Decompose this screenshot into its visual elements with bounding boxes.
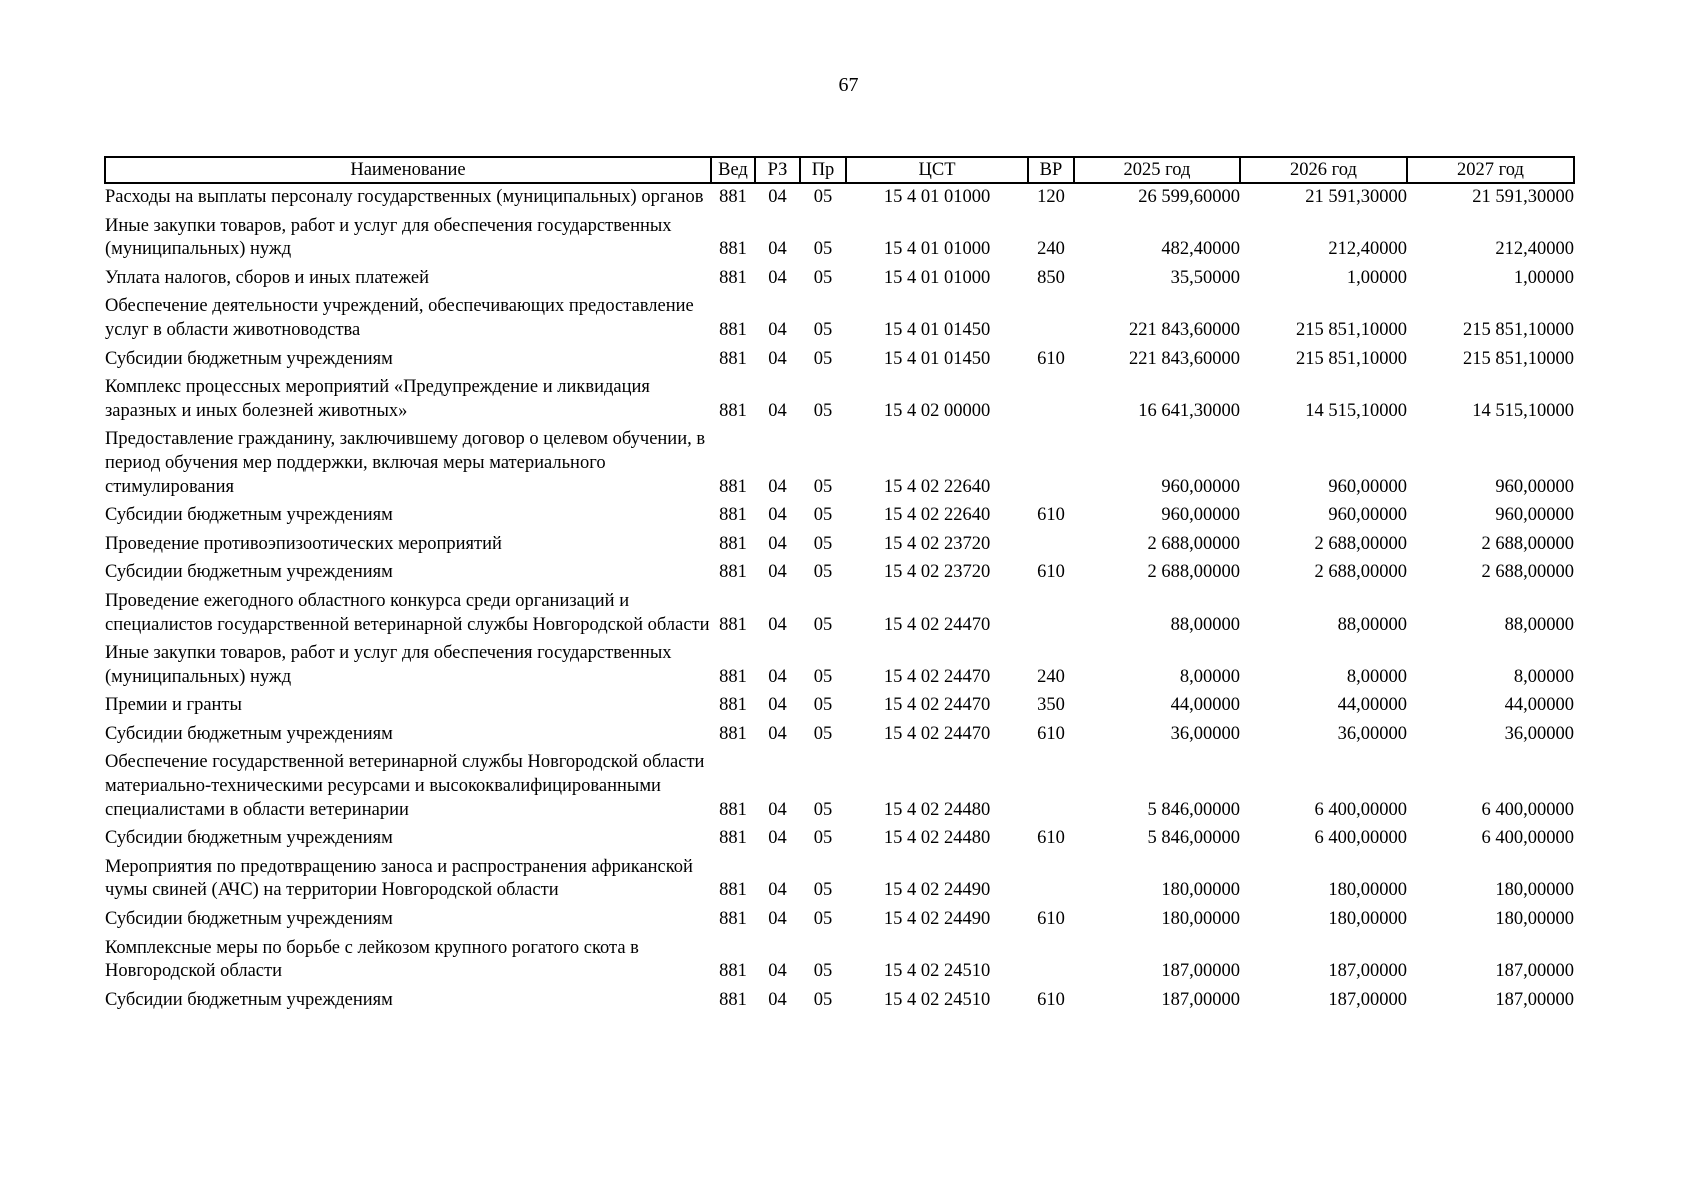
cell-ved: 881 — [719, 505, 747, 526]
cell-cst: 15 4 02 22640 — [883, 505, 991, 526]
table-row — [105, 906, 1574, 935]
cell-pr: 05 — [813, 562, 833, 583]
cell-2025: 960,00000 — [1161, 476, 1240, 497]
cell-2026: 187,00000 — [1328, 989, 1407, 1010]
cell-name: Предоставление гражданину, заключившему договор о целевом обучении, в период обучения мер поддержки, включая меры материального стимулирования — [105, 429, 706, 497]
cell-2027: 6 400,00000 — [1481, 828, 1574, 849]
table-row — [105, 825, 1574, 854]
cell-name: Иные закупки товаров, работ и услуг для обеспечения государственных (муниципальных) нужд — [105, 643, 672, 687]
table-row — [105, 588, 1574, 640]
cell-2025: 180,00000 — [1161, 880, 1240, 901]
table-row — [105, 692, 1574, 721]
cell-cst: 15 4 02 24510 — [883, 989, 991, 1010]
table-row — [105, 502, 1574, 531]
cell-name: Расходы на выплаты персоналу государственных (муниципальных) органов — [105, 187, 704, 207]
header-cst: ЦСТ — [846, 157, 1028, 183]
cell-cst: 15 4 02 24480 — [883, 799, 991, 820]
cell-pr: 05 — [813, 828, 833, 849]
cell-vr — [1028, 531, 1074, 560]
cell-2025: 88,00000 — [1170, 614, 1240, 635]
cell-cst: 15 4 02 24490 — [883, 880, 991, 901]
cell-vr: 610 — [1037, 348, 1065, 369]
table-row — [105, 374, 1574, 426]
cell-cst: 15 4 02 23720 — [883, 562, 991, 583]
header-vr: ВР — [1028, 157, 1074, 183]
cell-2025: 187,00000 — [1161, 989, 1240, 1010]
cell-ved: 881 — [719, 533, 747, 554]
header-name: Наименование — [105, 157, 711, 183]
cell-name: Обеспечение деятельности учреждений, обеспечивающих предоставление услуг в области животноводства — [105, 296, 694, 340]
cell-vr — [1028, 293, 1074, 345]
cell-ved: 881 — [719, 400, 747, 421]
cell-name: Субсидии бюджетным учреждениям — [105, 989, 393, 1010]
cell-2026: 21 591,30000 — [1305, 187, 1407, 207]
cell-pr: 05 — [813, 267, 833, 288]
table-row — [105, 749, 1574, 825]
cell-rz: 04 — [768, 319, 787, 340]
cell-2026: 88,00000 — [1337, 614, 1407, 635]
cell-2026: 960,00000 — [1328, 476, 1407, 497]
cell-pr: 05 — [813, 533, 833, 554]
cell-cst: 15 4 02 24470 — [883, 614, 991, 635]
cell-vr — [1028, 749, 1074, 825]
table-row — [105, 293, 1574, 345]
cell-2025: 960,00000 — [1161, 505, 1240, 526]
cell-2027: 215 851,10000 — [1463, 319, 1574, 340]
cell-name: Уплата налогов, сборов и иных платежей — [105, 267, 430, 288]
cell-ved: 881 — [719, 319, 747, 340]
cell-vr: 120 — [1037, 187, 1065, 207]
cell-2026: 180,00000 — [1328, 909, 1407, 930]
cell-rz: 04 — [768, 799, 787, 820]
cell-name: Субсидии бюджетным учреждениям — [105, 562, 393, 583]
cell-cst: 15 4 02 24470 — [883, 695, 991, 716]
budget-table — [104, 156, 1575, 1015]
cell-name: Премии и гранты — [105, 695, 242, 716]
cell-vr — [1028, 588, 1074, 640]
cell-vr: 850 — [1037, 267, 1065, 288]
cell-2025: 8,00000 — [1179, 666, 1240, 687]
cell-rz: 04 — [768, 239, 787, 260]
table-header-row — [105, 157, 1574, 183]
header-rz: РЗ — [755, 157, 800, 183]
cell-2026: 960,00000 — [1328, 505, 1407, 526]
cell-2025: 482,40000 — [1161, 239, 1240, 260]
cell-ved: 881 — [719, 989, 747, 1010]
cell-2026: 8,00000 — [1346, 666, 1407, 687]
cell-name: Субсидии бюджетным учреждениям — [105, 505, 393, 526]
cell-cst: 15 4 02 24490 — [883, 909, 991, 930]
table-row — [105, 640, 1574, 692]
cell-rz: 04 — [768, 348, 787, 369]
cell-2026: 6 400,00000 — [1314, 828, 1407, 849]
cell-cst: 15 4 02 24510 — [883, 961, 991, 982]
cell-2025: 36,00000 — [1170, 723, 1240, 744]
cell-name: Проведение ежегодного областного конкурса среди организаций и специалистов государственной ветеринарной службы Новгородской области — [105, 590, 710, 635]
cell-2025: 5 846,00000 — [1147, 799, 1240, 820]
cell-2026: 187,00000 — [1328, 961, 1407, 982]
cell-cst: 15 4 02 24470 — [883, 666, 991, 687]
cell-name: Субсидии бюджетным учреждениям — [105, 909, 393, 930]
cell-pr: 05 — [813, 319, 833, 340]
cell-2026: 180,00000 — [1328, 880, 1407, 901]
cell-2027: 180,00000 — [1495, 909, 1574, 930]
cell-vr: 610 — [1037, 909, 1065, 930]
cell-rz: 04 — [768, 562, 787, 583]
cell-pr: 05 — [813, 909, 833, 930]
cell-vr: 610 — [1037, 828, 1065, 849]
cell-2027: 8,00000 — [1513, 666, 1574, 687]
cell-cst: 15 4 01 01000 — [883, 267, 991, 288]
table-row — [105, 426, 1574, 502]
cell-2027: 960,00000 — [1495, 505, 1574, 526]
header-2027: 2027 год — [1407, 157, 1574, 183]
cell-cst: 15 4 01 01000 — [883, 239, 991, 260]
cell-name: Субсидии бюджетным учреждениям — [105, 348, 393, 369]
cell-cst: 15 4 01 01450 — [883, 348, 991, 369]
cell-2025: 44,00000 — [1170, 695, 1240, 716]
table-row — [105, 213, 1574, 265]
cell-cst: 15 4 02 23720 — [883, 533, 991, 554]
cell-vr: 350 — [1037, 695, 1065, 716]
cell-2027: 212,40000 — [1495, 239, 1574, 260]
cell-pr: 05 — [813, 348, 833, 369]
cell-name: Мероприятия по предотвращению заноса и распространения африканской чумы свиней (АЧС) на территории Новгородской области — [105, 856, 693, 901]
cell-2027: 187,00000 — [1495, 989, 1574, 1010]
cell-cst: 15 4 02 22640 — [883, 476, 991, 497]
cell-rz: 04 — [768, 614, 787, 635]
cell-2027: 21 591,30000 — [1472, 187, 1574, 207]
cell-pr: 05 — [813, 400, 833, 421]
cell-pr: 05 — [813, 961, 833, 982]
cell-2027: 187,00000 — [1495, 961, 1574, 982]
cell-2027: 2 688,00000 — [1481, 533, 1574, 554]
cell-2025: 5 846,00000 — [1147, 828, 1240, 849]
cell-cst: 15 4 02 00000 — [883, 400, 991, 421]
table-body — [105, 183, 1574, 1015]
cell-ved: 881 — [719, 562, 747, 583]
cell-ved: 881 — [719, 348, 747, 369]
cell-rz: 04 — [768, 666, 787, 687]
cell-rz: 04 — [768, 187, 787, 207]
page-number: 67 — [838, 74, 859, 96]
cell-name: Иные закупки товаров, работ и услуг для обеспечения государственных (муниципальных) нужд — [105, 215, 672, 260]
cell-ved: 881 — [719, 961, 747, 982]
cell-ved: 881 — [719, 723, 747, 744]
cell-pr: 05 — [813, 989, 833, 1010]
cell-2027: 960,00000 — [1495, 476, 1574, 497]
cell-2026: 215 851,10000 — [1296, 319, 1407, 340]
header-ved: Вед — [711, 157, 755, 183]
header-pr: Пр — [800, 157, 846, 183]
cell-2027: 44,00000 — [1504, 695, 1574, 716]
header-2025: 2025 год — [1074, 157, 1240, 183]
cell-ved: 881 — [719, 187, 747, 207]
table-row — [105, 559, 1574, 588]
cell-rz: 04 — [768, 909, 787, 930]
cell-2025: 221 843,60000 — [1129, 348, 1240, 369]
cell-cst: 15 4 01 01450 — [883, 319, 991, 340]
cell-vr — [1028, 374, 1074, 426]
cell-ved: 881 — [719, 267, 747, 288]
cell-pr: 05 — [813, 476, 833, 497]
cell-pr: 05 — [813, 187, 833, 207]
cell-ved: 881 — [719, 666, 747, 687]
table-row — [105, 346, 1574, 375]
cell-rz: 04 — [768, 476, 787, 497]
cell-ved: 881 — [719, 909, 747, 930]
cell-2025: 2 688,00000 — [1147, 533, 1240, 554]
cell-2026: 36,00000 — [1337, 723, 1407, 744]
cell-2027: 180,00000 — [1495, 880, 1574, 901]
header-2026: 2026 год — [1240, 157, 1407, 183]
cell-rz: 04 — [768, 267, 787, 288]
cell-2025: 187,00000 — [1161, 961, 1240, 982]
cell-2026: 6 400,00000 — [1314, 799, 1407, 820]
cell-name: Обеспечение государственной ветеринарной службы Новгородской области материально-техническими ресурсами и высококвалифицированными специалистами в области ветеринарии — [105, 752, 705, 820]
cell-2027: 6 400,00000 — [1481, 799, 1574, 820]
cell-2027: 36,00000 — [1504, 723, 1574, 744]
cell-rz: 04 — [768, 695, 787, 716]
cell-pr: 05 — [813, 723, 833, 744]
cell-2027: 1,00000 — [1513, 267, 1574, 288]
cell-ved: 881 — [719, 695, 747, 716]
cell-ved: 881 — [719, 239, 747, 260]
cell-2026: 212,40000 — [1328, 239, 1407, 260]
cell-2026: 44,00000 — [1337, 695, 1407, 716]
cell-pr: 05 — [813, 695, 833, 716]
cell-2026: 215 851,10000 — [1296, 348, 1407, 369]
cell-2025: 221 843,60000 — [1129, 319, 1240, 340]
cell-name: Проведение противоэпизоотических мероприятий — [105, 533, 502, 554]
cell-pr: 05 — [813, 799, 833, 820]
cell-2025: 26 599,60000 — [1138, 187, 1240, 207]
table-row — [105, 987, 1574, 1016]
cell-2027: 14 515,10000 — [1472, 400, 1574, 421]
cell-cst: 15 4 02 24470 — [883, 723, 991, 744]
cell-pr: 05 — [813, 614, 833, 635]
cell-vr: 610 — [1037, 723, 1065, 744]
cell-name: Комплексные меры по борьбе с лейкозом крупного рогатого скота в Новгородской области — [105, 937, 639, 982]
cell-vr: 610 — [1037, 562, 1065, 583]
cell-2025: 16 641,30000 — [1138, 400, 1240, 421]
cell-2025: 35,50000 — [1170, 267, 1240, 288]
cell-2026: 1,00000 — [1346, 267, 1407, 288]
cell-name: Субсидии бюджетным учреждениям — [105, 828, 393, 849]
table-row — [105, 183, 1574, 213]
cell-vr: 240 — [1037, 239, 1065, 260]
table-row — [105, 265, 1574, 294]
cell-vr: 240 — [1037, 666, 1065, 687]
table-row — [105, 935, 1574, 987]
cell-2027: 88,00000 — [1504, 614, 1574, 635]
cell-name: Комплекс процессных мероприятий «Предупреждение и ликвидация заразных и иных болезней животных» — [105, 377, 650, 421]
cell-rz: 04 — [768, 723, 787, 744]
cell-ved: 881 — [719, 880, 747, 901]
cell-ved: 881 — [719, 799, 747, 820]
cell-name: Субсидии бюджетным учреждениям — [105, 723, 393, 744]
table-row — [105, 721, 1574, 750]
cell-pr: 05 — [813, 239, 833, 260]
cell-2027: 215 851,10000 — [1463, 348, 1574, 369]
cell-rz: 04 — [768, 533, 787, 554]
cell-2026: 2 688,00000 — [1314, 533, 1407, 554]
cell-2026: 14 515,10000 — [1305, 400, 1407, 421]
cell-rz: 04 — [768, 828, 787, 849]
cell-pr: 05 — [813, 880, 833, 901]
cell-ved: 881 — [719, 828, 747, 849]
cell-vr: 610 — [1037, 505, 1065, 526]
cell-ved: 881 — [719, 476, 747, 497]
cell-rz: 04 — [768, 400, 787, 421]
table-row — [105, 854, 1574, 906]
cell-rz: 04 — [768, 505, 787, 526]
cell-rz: 04 — [768, 880, 787, 901]
cell-rz: 04 — [768, 989, 787, 1010]
cell-vr: 610 — [1037, 989, 1065, 1010]
cell-vr — [1028, 854, 1074, 906]
cell-ved: 881 — [719, 614, 747, 635]
cell-2026: 2 688,00000 — [1314, 562, 1407, 583]
cell-rz: 04 — [768, 961, 787, 982]
cell-2025: 180,00000 — [1161, 909, 1240, 930]
cell-pr: 05 — [813, 505, 833, 526]
cell-2025: 2 688,00000 — [1147, 562, 1240, 583]
cell-vr — [1028, 426, 1074, 502]
cell-vr — [1028, 935, 1074, 987]
table-row — [105, 531, 1574, 560]
cell-cst: 15 4 01 01000 — [883, 187, 991, 207]
cell-cst: 15 4 02 24480 — [883, 828, 991, 849]
cell-2027: 2 688,00000 — [1481, 562, 1574, 583]
cell-pr: 05 — [813, 666, 833, 687]
